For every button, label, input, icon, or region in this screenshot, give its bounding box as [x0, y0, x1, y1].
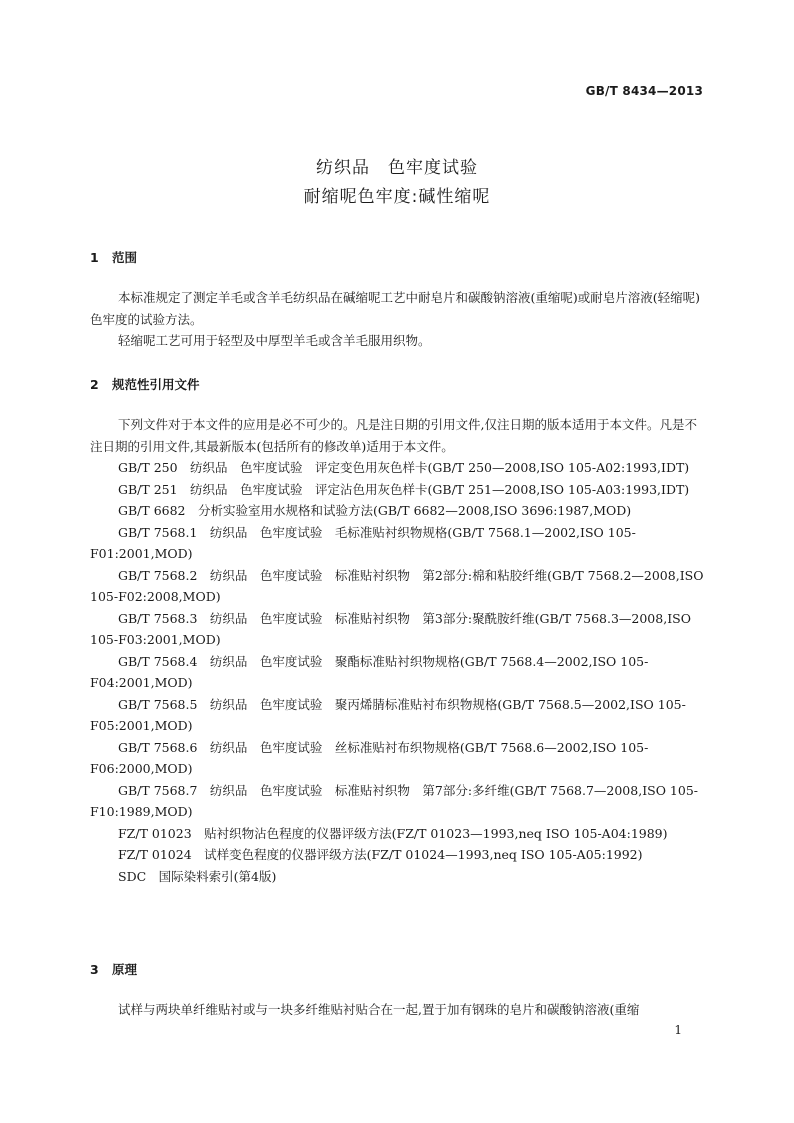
- reference-item: GB/T 7568.7 纺织品 色牢度试验 标准贴衬织物 第7部分:多纤维(GB/T 7568.7—2008,ISO 105-F10:1989,MOD): [90, 782, 698, 819]
- section-body-scope: [90, 287, 704, 352]
- section-heading-scope: [90, 248, 137, 266]
- reference-item: GB/T 251 纺织品 色牢度试验 评定沾色用灰色样卡(GB/T 251—2008,ISO 105-A03:1993,IDT): [118, 481, 690, 497]
- reference-item: FZ/T 01024 试样变色程度的仪器评级方法(FZ/T 01024—1993,neq ISO 105-A05:1992): [118, 847, 643, 862]
- page-number: 1: [674, 1023, 682, 1037]
- paragraph: 试样与两块单纤维贴衬或与一块多纤维贴衬贴合在一起,置于加有钢珠的皂片和碳酸钠溶液(重缩: [118, 1002, 640, 1017]
- document-title-line1: 纺织品 色牢度试验: [316, 158, 478, 178]
- reference-item: GB/T 7568.2 纺织品 色牢度试验 标准贴衬织物 第2部分:棉和粘胶纤维(GB/T 7568.2—2008,ISO 105-F02:2008,MOD): [90, 567, 704, 604]
- section-body-references: [90, 414, 704, 887]
- reference-item: GB/T 7568.3 纺织品 色牢度试验 标准贴衬织物 第3部分:聚酰胺纤维(GB/T 7568.3—2008,ISO 105-F03:2001,MOD): [90, 610, 691, 647]
- reference-item: SDC 国际染料索引(第4版): [118, 868, 277, 884]
- reference-item: GB/T 6682 分析实验室用水规格和试验方法(GB/T 6682—2008,ISO 3696:1987,MOD): [118, 503, 632, 518]
- section-title: 规范性引用文件: [112, 377, 200, 392]
- standard-number: GB/T 8434—2013: [585, 84, 703, 98]
- section-heading-normative-references: [90, 375, 200, 393]
- reference-item: GB/T 250 纺织品 色牢度试验 评定变色用灰色样卡(GB/T 250—2008,ISO 105-A02:1993,IDT): [118, 460, 690, 475]
- paragraph: 轻缩呢工艺可用于轻型及中厚型羊毛或含羊毛服用织物。: [118, 333, 431, 348]
- section-number: 2: [90, 377, 99, 392]
- reference-item: GB/T 7568.5 纺织品 色牢度试验 聚丙烯腈标准贴衬布织物规格(GB/T 7568.5—2002,ISO 105-F05:2001,MOD): [90, 696, 686, 733]
- reference-item: GB/T 7568.1 纺织品 色牢度试验 毛标准贴衬织物规格(GB/T 7568.1—2002,ISO 105-F01:2001,MOD): [90, 524, 636, 561]
- section-title: 原理: [112, 962, 138, 977]
- reference-item: FZ/T 01023 贴衬织物沾色程度的仪器评级方法(FZ/T 01023—1993,neq ISO 105-A04:1989): [118, 825, 668, 841]
- section-number: 1: [90, 250, 99, 265]
- section-heading-principle: [90, 960, 137, 978]
- section-title: 范围: [112, 250, 138, 265]
- section-body-principle: [90, 999, 704, 1021]
- paragraph: 本标准规定了测定羊毛或含羊毛纺织品在碱缩呢工艺中耐皂片和碳酸钠溶液(重缩呢)或耐皂片溶液(轻缩呢)色牢度的试验方法。: [90, 290, 701, 327]
- reference-item: GB/T 7568.6 纺织品 色牢度试验 丝标准贴衬布织物规格(GB/T 7568.6—2002,ISO 105-F06:2000,MOD): [90, 739, 649, 776]
- section-number: 3: [90, 962, 99, 977]
- reference-item: GB/T 7568.4 纺织品 色牢度试验 聚酯标准贴衬织物规格(GB/T 7568.4—2002,ISO 105-F04:2001,MOD): [90, 653, 649, 690]
- document-title-line2: 耐缩呢色牢度:碱性缩呢: [303, 187, 491, 207]
- paragraph: 下列文件对于本文件的应用是必不可少的。凡是注日期的引用文件,仅注日期的版本适用于本文件。凡是不注日期的引用文件,其最新版本(包括所有的修改单)适用于本文件。: [90, 417, 697, 454]
